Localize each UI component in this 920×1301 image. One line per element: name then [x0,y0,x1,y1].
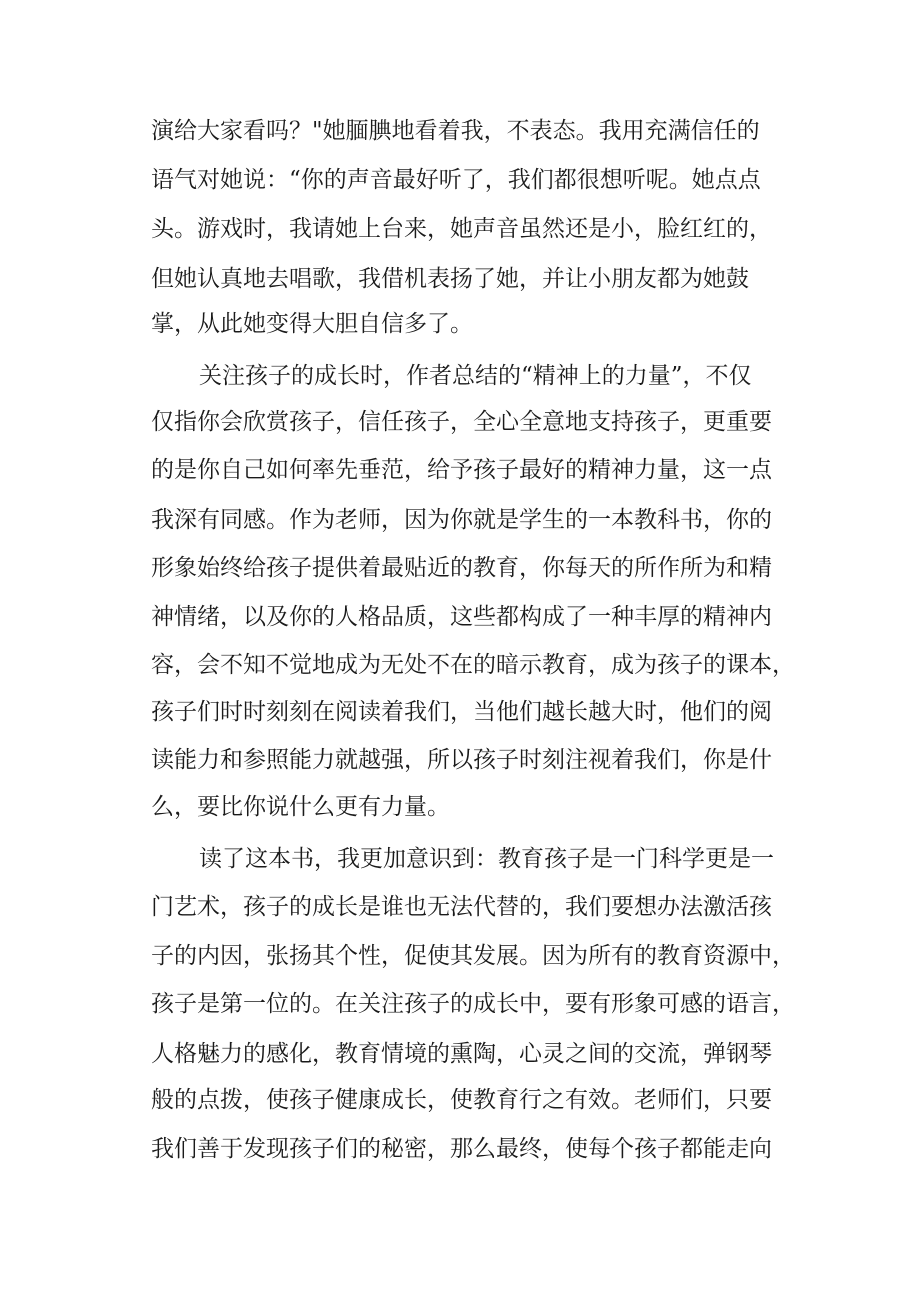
text-line: 仅指你会欣赏孩子，信任孩子，全心全意地支持孩子，更重要 [151,409,772,435]
text-line: 但她认真地去唱歌，我借机表扬了她，并让小朋友都为她鼓 [151,266,749,292]
text-line: 读能力和参照能力就越强，所以孩子时刻注视着我们，你是什 [151,747,772,773]
text-line: 读了这本书，我更加意识到：教育孩子是一门科学更是一 [199,846,774,872]
text-line: 关注孩子的成长时，作者总结的“精神上的力量”，不仅 [199,363,752,389]
text-line: 演给大家看吗？"她腼腆地看着我，不表态。我用充满信任的 [151,118,760,144]
text-line: 头。游戏时，我请她上台来，她声音虽然还是小，脸红红的， [151,216,772,242]
text-line: 掌，从此她变得大胆自信多了。 [151,311,473,337]
text-line: 孩子们时时刻刻在阅读着我们，当他们越长越大时，他们的阅 [151,699,772,725]
text-line: 人格魅力的感化，教育情境的熏陶，心灵之间的交流，弹钢琴 [151,1041,772,1067]
text-line: 形象始终给孩子提供着最贴近的教育，你每天的所作所为和精 [151,555,772,581]
text-line: 子的内因，张扬其个性，促使其发展。因为所有的教育资源中， [151,943,795,969]
text-line: 容，会不知不觉地成为无处不在的暗示教育，成为孩子的课本， [151,652,795,678]
text-line: 我们善于发现孩子们的秘密，那么最终，使每个孩子都能走向 [151,1136,772,1162]
text-line: 语气对她说：“你的声音最好听了，我们都很想听呢。她点点 [151,167,761,193]
text-line: 孩子是第一位的。在关注孩子的成长中，要有形象可感的语言， [151,991,795,1017]
text-line: 神情绪，以及你的人格品质，这些都构成了一种丰厚的精神内 [151,604,772,630]
text-line: 般的点拨，使孩子健康成长，使教育行之有效。老师们，只要 [151,1087,772,1113]
text-line: 我深有同感。作为老师，因为你就是学生的一本教科书，你的 [151,507,772,533]
text-line: 么，要比你说什么更有力量。 [151,794,450,820]
text-line: 门艺术，孩子的成长是谁也无法代替的，我们要想办法激活孩 [151,894,772,920]
text-line: 的是你自己如何率先垂范，给予孩子最好的精神力量，这一点 [151,457,772,483]
